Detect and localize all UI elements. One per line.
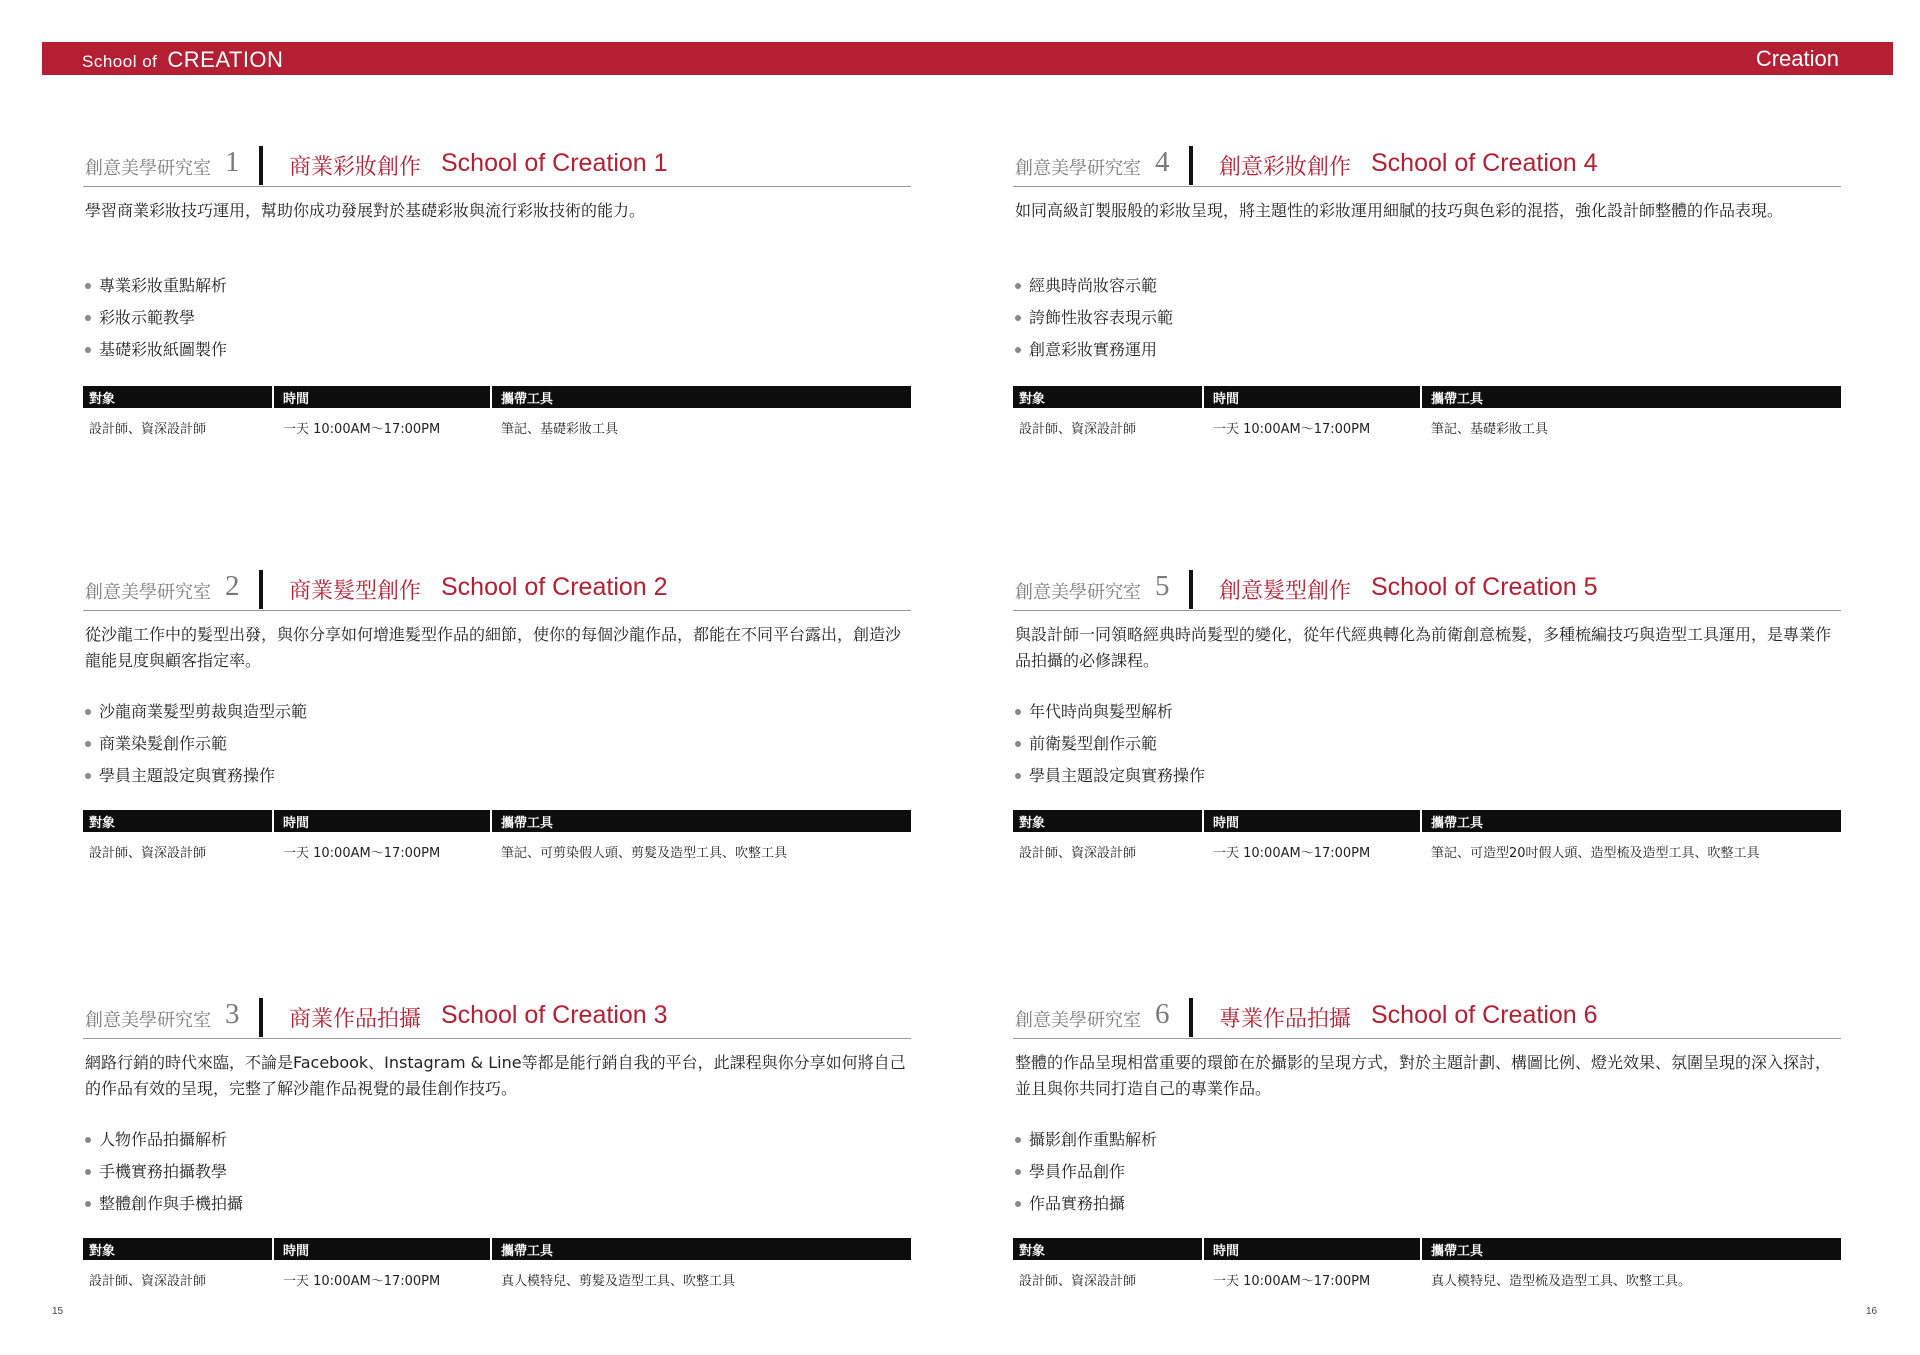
- bullet-list: [1015, 270, 1173, 366]
- tools-header: 攜帶工具: [501, 816, 554, 831]
- target-value: 設計師、資深設計師: [1019, 1274, 1137, 1289]
- bullet-text: 學員主題設定與實務操作: [1029, 766, 1206, 785]
- time-header: 時間: [1213, 816, 1240, 831]
- bullet-list: [1015, 696, 1205, 792]
- section-number: 2: [225, 570, 240, 602]
- info-table-row: [1013, 408, 1841, 438]
- bullet-item: [1015, 334, 1173, 366]
- bullet-text: 整體創作與手機拍攝: [99, 1194, 244, 1213]
- info-table-row: [1013, 1260, 1841, 1290]
- target-value: 設計師、資深設計師: [1019, 846, 1137, 861]
- info-table: [83, 386, 911, 438]
- tools-header: 攜帶工具: [1431, 816, 1484, 831]
- bullet-item: [1015, 1156, 1157, 1188]
- tools-value: 筆記、可造型20吋假人頭、造型梳及造型工具、吹整工具: [1431, 846, 1760, 861]
- bullet-dot-icon: [1015, 347, 1021, 353]
- bullet-dot-icon: [1015, 709, 1021, 715]
- header-divider: [1189, 998, 1193, 1037]
- info-table: [1013, 810, 1841, 862]
- course-section-2: [83, 570, 911, 870]
- bullet-dot-icon: [1015, 741, 1021, 747]
- bullet-text: 手機實務拍攝教學: [99, 1162, 228, 1181]
- bullet-dot-icon: [85, 1201, 91, 1207]
- target-header: 對象: [89, 392, 116, 407]
- info-table-header: [83, 810, 911, 832]
- bullet-item: [85, 1156, 243, 1188]
- section-title-en: School of Creation 6: [1371, 1001, 1598, 1029]
- bullet-dot-icon: [85, 315, 91, 321]
- brand-prefix: School of: [82, 52, 158, 71]
- bullet-item: [85, 270, 227, 302]
- section-title-en: School of Creation 5: [1371, 573, 1598, 601]
- course-section-1: [83, 146, 911, 446]
- bullet-text: 經典時尚妝容示範: [1029, 276, 1158, 295]
- info-table-header: [1013, 810, 1841, 832]
- target-value: 設計師、資深設計師: [89, 1274, 207, 1289]
- bullet-text: 年代時尚與髮型解析: [1029, 702, 1174, 721]
- info-table-row: [83, 1260, 911, 1290]
- bullet-item: [1015, 270, 1173, 302]
- target-value: 設計師、資深設計師: [89, 846, 207, 861]
- section-label: 創意美學研究室: [1015, 158, 1141, 179]
- bullet-text: 基礎彩妝紙圖製作: [99, 340, 228, 359]
- column-divider: [490, 810, 492, 832]
- section-title-zh: 創意彩妝創作: [1219, 155, 1352, 180]
- section-title-en: School of Creation 4: [1371, 149, 1598, 177]
- header-divider: [259, 570, 263, 609]
- bullet-text: 前衛髮型創作示範: [1029, 734, 1158, 753]
- section-label: 創意美學研究室: [85, 1010, 211, 1031]
- bullet-item: [1015, 696, 1205, 728]
- info-table-row: [83, 832, 911, 862]
- column-divider: [272, 810, 274, 832]
- target-header: 對象: [1019, 392, 1046, 407]
- tools-header: 攜帶工具: [501, 392, 554, 407]
- page-number-right: 16: [1866, 1306, 1878, 1317]
- tools-value: 真人模特兒、剪髮及造型工具、吹整工具: [501, 1274, 736, 1289]
- time-value: 一天 10:00AM～17:00PM: [1213, 422, 1371, 437]
- column-divider: [1202, 810, 1204, 832]
- brand: [82, 47, 283, 73]
- bullet-item: [1015, 1188, 1157, 1220]
- bullet-item: [85, 1188, 243, 1220]
- section-header: [1013, 146, 1841, 187]
- bullet-dot-icon: [85, 1137, 91, 1143]
- tools-value: 筆記、基礎彩妝工具: [1431, 422, 1549, 437]
- bullet-list: [1015, 1124, 1157, 1220]
- bullet-text: 創意彩妝實務運用: [1029, 340, 1158, 359]
- section-description: 整體的作品呈現相當重要的環節在於攝影的呈現方式，對於主題計劃、構圖比例、燈光效果、氛圍呈現的深入探討，並且與你共同打造自己的專業作品。: [1015, 1053, 1832, 1098]
- time-header: 時間: [283, 392, 310, 407]
- column-divider: [272, 1238, 274, 1260]
- bullet-dot-icon: [1015, 1137, 1021, 1143]
- bullet-dot-icon: [85, 283, 91, 289]
- info-table-header: [83, 1238, 911, 1260]
- bullet-dot-icon: [85, 347, 91, 353]
- tools-value: 真人模特兒、造型梳及造型工具、吹整工具。: [1431, 1274, 1692, 1289]
- bullet-dot-icon: [85, 709, 91, 715]
- header-divider: [1189, 570, 1193, 609]
- header-divider: [259, 998, 263, 1037]
- time-value: 一天 10:00AM～17:00PM: [283, 846, 441, 861]
- info-table: [1013, 1238, 1841, 1290]
- section-header: [83, 570, 911, 611]
- bullet-text: 人物作品拍攝解析: [99, 1130, 228, 1149]
- bullet-item: [1015, 728, 1205, 760]
- bullet-item: [85, 696, 307, 728]
- info-table-row: [83, 408, 911, 438]
- target-header: 對象: [89, 1244, 116, 1259]
- section-number: 3: [225, 998, 240, 1030]
- section-title-zh: 專業作品拍攝: [1219, 1007, 1352, 1032]
- time-value: 一天 10:00AM～17:00PM: [1213, 1274, 1371, 1289]
- tools-value: 筆記、基礎彩妝工具: [501, 422, 619, 437]
- bullet-list: [85, 696, 307, 792]
- bullet-dot-icon: [1015, 283, 1021, 289]
- course-section-4: [1013, 146, 1841, 446]
- header-divider: [259, 146, 263, 185]
- target-value: 設計師、資深設計師: [89, 422, 207, 437]
- bullet-dot-icon: [85, 741, 91, 747]
- target-header: 對象: [89, 816, 116, 831]
- section-header: [1013, 570, 1841, 611]
- header-right-title: Creation: [1755, 46, 1839, 71]
- bullet-text: 誇飾性妝容表現示範: [1029, 308, 1174, 327]
- tools-header: 攜帶工具: [1431, 1244, 1484, 1259]
- info-table-row: [1013, 832, 1841, 862]
- time-value: 一天 10:00AM～17:00PM: [1213, 846, 1371, 861]
- bullet-text: 作品實務拍攝: [1029, 1194, 1126, 1213]
- section-title-zh: 商業髮型創作: [289, 579, 422, 604]
- bullet-item: [85, 1124, 243, 1156]
- column-divider: [490, 386, 492, 408]
- section-header: [83, 998, 911, 1039]
- bullet-dot-icon: [1015, 1169, 1021, 1175]
- info-table: [83, 810, 911, 862]
- course-section-3: [83, 998, 911, 1298]
- bullet-list: [85, 270, 227, 366]
- column-divider: [1420, 810, 1422, 832]
- bullet-text: 商業染髮創作示範: [99, 734, 228, 753]
- time-value: 一天 10:00AM～17:00PM: [283, 1274, 441, 1289]
- section-label: 創意美學研究室: [1015, 1010, 1141, 1031]
- bullet-item: [85, 728, 307, 760]
- section-header: [83, 146, 911, 187]
- section-description: 與設計師一同領略經典時尚髮型的變化，從年代經典轉化為前衛創意梳髮，多種梳編技巧與造型工具運用，是專業作品拍攝的必修課程。: [1015, 625, 1832, 670]
- column-divider: [1420, 386, 1422, 408]
- section-title-en: School of Creation 3: [441, 1001, 668, 1029]
- section-number: 4: [1155, 146, 1170, 178]
- info-table-header: [1013, 386, 1841, 408]
- section-description: 學習商業彩妝技巧運用，幫助你成功發展對於基礎彩妝與流行彩妝技術的能力。: [85, 201, 646, 220]
- section-title-en: School of Creation 1: [441, 149, 668, 177]
- target-header: 對象: [1019, 1244, 1046, 1259]
- section-description: 網路行銷的時代來臨，不論是Facebook、Instagram & Line等都是能行銷自我的平台，此課程與你分享如何將自己的作品有效的呈現，完整了解沙龍作品視覺的最佳創作技巧。: [85, 1053, 906, 1098]
- info-table-header: [1013, 1238, 1841, 1260]
- column-divider: [272, 386, 274, 408]
- header-bar: [42, 42, 1893, 75]
- column-divider: [1420, 1238, 1422, 1260]
- bullet-item: [1015, 302, 1173, 334]
- bullet-dot-icon: [1015, 315, 1021, 321]
- header-divider: [1189, 146, 1193, 185]
- bullet-text: 專業彩妝重點解析: [99, 276, 228, 295]
- bullet-item: [85, 302, 227, 334]
- bullet-text: 彩妝示範教學: [99, 308, 196, 327]
- bullet-item: [1015, 1124, 1157, 1156]
- section-description: 從沙龍工作中的髮型出發，與你分享如何增進髮型作品的細節，使你的每個沙龍作品，都能在不同平台露出，創造沙龍能見度與顧客指定率。: [85, 625, 902, 670]
- info-table-header: [83, 386, 911, 408]
- time-header: 時間: [283, 1244, 310, 1259]
- section-number: 5: [1155, 570, 1170, 602]
- bullet-text: 沙龍商業髮型剪裁與造型示範: [99, 702, 308, 721]
- time-value: 一天 10:00AM～17:00PM: [283, 422, 441, 437]
- info-table: [83, 1238, 911, 1290]
- target-value: 設計師、資深設計師: [1019, 422, 1137, 437]
- bullet-item: [85, 760, 307, 792]
- section-number: 6: [1155, 998, 1170, 1030]
- course-section-5: [1013, 570, 1841, 870]
- column-divider: [1202, 386, 1204, 408]
- bullet-list: [85, 1124, 243, 1220]
- section-title-en: School of Creation 2: [441, 573, 668, 601]
- bullet-text: 攝影創作重點解析: [1029, 1130, 1158, 1149]
- time-header: 時間: [1213, 392, 1240, 407]
- section-label: 創意美學研究室: [85, 582, 211, 603]
- bullet-dot-icon: [85, 773, 91, 779]
- bullet-item: [1015, 760, 1205, 792]
- brand-name: CREATION: [167, 47, 284, 72]
- info-table: [1013, 386, 1841, 438]
- section-header: [1013, 998, 1841, 1039]
- column-divider: [490, 1238, 492, 1260]
- section-description: 如同高級訂製服般的彩妝呈現，將主題性的彩妝運用細膩的技巧與色彩的混搭，強化設計師整體的作品表現。: [1015, 201, 1784, 220]
- bullet-dot-icon: [1015, 773, 1021, 779]
- bullet-dot-icon: [1015, 1201, 1021, 1207]
- section-title-zh: 商業作品拍攝: [289, 1007, 422, 1032]
- column-divider: [1202, 1238, 1204, 1260]
- time-header: 時間: [1213, 1244, 1240, 1259]
- section-label: 創意美學研究室: [85, 158, 211, 179]
- section-number: 1: [225, 146, 240, 178]
- section-label: 創意美學研究室: [1015, 582, 1141, 603]
- section-title-zh: 商業彩妝創作: [289, 155, 422, 180]
- tools-header: 攜帶工具: [1431, 392, 1484, 407]
- course-section-6: [1013, 998, 1841, 1298]
- tools-header: 攜帶工具: [501, 1244, 554, 1259]
- page-number-left: 15: [52, 1306, 64, 1317]
- bullet-dot-icon: [85, 1169, 91, 1175]
- bullet-text: 學員作品創作: [1029, 1162, 1126, 1181]
- time-header: 時間: [283, 816, 310, 831]
- target-header: 對象: [1019, 816, 1046, 831]
- tools-value: 筆記、可剪染假人頭、剪髮及造型工具、吹整工具: [501, 846, 788, 861]
- section-title-zh: 創意髮型創作: [1219, 579, 1352, 604]
- bullet-text: 學員主題設定與實務操作: [99, 766, 276, 785]
- bullet-item: [85, 334, 227, 366]
